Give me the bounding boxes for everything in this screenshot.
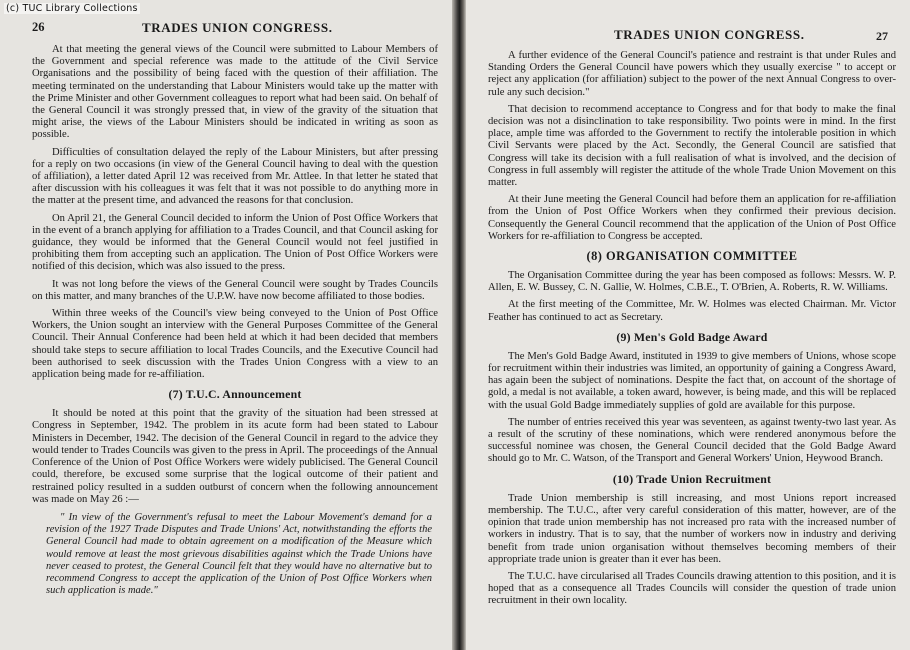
left-running-title: TRADES UNION CONGRESS. <box>142 20 333 35</box>
right-page-header <box>488 27 896 45</box>
section-heading-organisation-committee: (8) ORGANISATION COMMITTEE <box>586 249 798 264</box>
paragraph: It should be noted at this point that the gravity of the situation had been stressed at Congress in September, 1942. The problem in its acute form had been stated to Labour Ministers in December, 1942. The decision of the General Council in regard to the advice they would tender to Trades Councils was given to the press in April. The proceedings of the Annual Conference of the Union of Post Office Workers were widely publicised. The General Council could, therefore, be excused some surprise that the logical outcome of their patient and restrained policy resulted in a sudden outburst of concern when the following announcement was made on May 26 :— <box>32 408 438 505</box>
paragraph: Difficulties of consultation delayed the reply of the Labour Ministers, but after pressing for a reply on two occasions (in view of the General Council having to deal with the question of affiliation), a letter dated April 12 was received from Mr. Attlee. In that letter he stated that after discussion with his colleagues it was felt that it was not possible to do anything more in the matter at the present time, and advanced the reasons for that conclusion. <box>32 146 438 207</box>
paragraph: That decision to recommend acceptance to Congress and for that body to make the final decision was not a disinclination to take responsibility. Two points were in mind. In the first place, ample time was afforded to the Government to rectify the intolerable position in which Civil Servants were placed by the Act. Secondly, the General Council are satisfied that Congress will take its decision with a full realisation of what is involved, and the decision of Congress in full assembly will register the attitude of the whole Trade Union Movement on this matter. <box>488 103 896 189</box>
right-running-title: TRADES UNION CONGRESS. <box>614 27 805 42</box>
paragraph: The T.U.C. have circularised all Trades Councils drawing attention to this position, and it is hoped that as a consequence all Trades Councils will consider the question of trade union recruitment in their own locality. <box>488 570 896 607</box>
paragraph: It was not long before the views of the General Council were sought by Trades Councils on this matter, and many branches of the U.P.W. have now become affiliated to those bodies. <box>32 278 438 302</box>
paragraph: At that meeting the general views of the Council were submitted to Labour Members of the Government and special reference was made to the attitude of the Civil Service Organisations and the possibility of being faced with the question of their affiliation. The meeting terminated on the understanding that Labour Ministers would take up the matter with the Prime Minister and other Government colleagues to report what had been said. On behalf of the General Council it was strongly pressed that, in view of the gravity of the situation that might arise, the views of the Labour Ministers should be indicated in writing as soon as possible. <box>32 44 438 141</box>
paragraph: At their June meeting the General Council had before them an application for re-affiliation from the Union of Post Office Workers when they confirmed their previous decision. Consequently the General Council recommend that the application of the Union of Post Office Workers for re-affiliation to Congress be accepted. <box>488 194 896 242</box>
right-page-body <box>488 50 896 613</box>
paragraph: At the first meeting of the Committee, Mr. W. Holmes was elected Chairman. Mr. Victor Feather has continued to act as Secretary. <box>488 299 896 323</box>
left-page-body <box>32 44 438 597</box>
paragraph: Within three weeks of the Council's view being conveyed to the Union of Post Office Workers, the Union sought an interview with the General Purposes Committee of the General Council. Their Annual Conference had been held at which it had been decided that members should take steps to secure affiliation to local Trades Councils, and the Executive Council had been authorised to seek discussion with the Trades Union Congress with a view to an application being made for re-affiliation. <box>32 308 438 381</box>
paragraph: The Organisation Committee during the year has been composed as follows: Messrs. W. P. Allen, E. W. Bussey, C. N. Gallie, W. Holmes, C.B.E., T. O'Brien, A. Roberts, R. W. Williams. <box>488 270 896 294</box>
paragraph: Trade Union membership is still increasing, and most Unions report increased membership. The T.U.C., after very careful consideration of this matter, however, are of the opinion that trade union membership has not increased pro rata with the increased number of workers in industry. That is to say, that the number of workers now in industry and deriving benefit from trade union organisation without themselves becoming members of their appropriate trade union is greater than it ever has been. <box>488 492 896 565</box>
paragraph: On April 21, the General Council decided to inform the Union of Post Office Workers that in the event of a branch applying for affiliation to a Trades Council, and that Council asking for guidance, they would be informed that the General Council would not feel justified in prohibiting them from accepting such an application. The Union of Post Office Workers were notified of this decision, which was also issued to the press. <box>32 212 438 273</box>
right-page-number: 27 <box>876 29 888 43</box>
paragraph: The number of entries received this year was seventeen, as against twenty-two last year. As a result of the scrutiny of these nominations, which were rendered anonymous before the successful nominee was chosen, the General Council decided that the Gold Badge Award should go to Mr. C. Watson, of the Transport and General Workers' Union, Heywood Branch. <box>488 416 896 465</box>
book-gutter <box>452 0 466 650</box>
paragraph: A further evidence of the General Council's patience and restraint is that under Rules and Standing Orders the General Council have powers which they usually exercise " to accept or reject any application (for affiliation) subject to the power of the next Annual Congress to over-rule any such decision." <box>488 50 896 98</box>
left-page-number: 26 <box>32 20 45 34</box>
left-page <box>0 0 452 650</box>
section-heading-tuc-announcement: (7) T.U.C. Announcement <box>168 387 302 402</box>
announcement-quote: " In view of the Government's refusal to meet the Labour Movement's demand for a revision of the 1927 Trade Disputes and Trade Unions' Act, notwithstanding the efforts the General Council had made to obtain agreement on a modification of the Measure which would remove at least the most grievous disabilities against which the Trade Unions have never ceased to protest, the General Council felt that they would have no alternative but to recommend Congress to accept the application of the Union of Post Office Workers when such application is made." <box>46 511 432 597</box>
left-page-header <box>32 20 440 38</box>
right-page <box>466 0 910 650</box>
section-heading-recruitment: (10) Trade Union Recruitment <box>612 471 772 486</box>
paragraph: The Men's Gold Badge Award, instituted in 1939 to give members of Unions, whose scope for recruitment within their industries was limited, an opportunity of gaining a Congress Award, has again been the subject of nominations. Despite the fact that, on account of the shortage of gold, a medal is not available, a token award, however, is being made, and this will be replaced with the usual Gold Badge immediately supplies of gold are available for this purpose. <box>488 350 896 411</box>
section-heading-gold-badge: (9) Men's Gold Badge Award <box>616 329 768 344</box>
copyright-watermark: (c) TUC Library Collections <box>6 3 138 14</box>
